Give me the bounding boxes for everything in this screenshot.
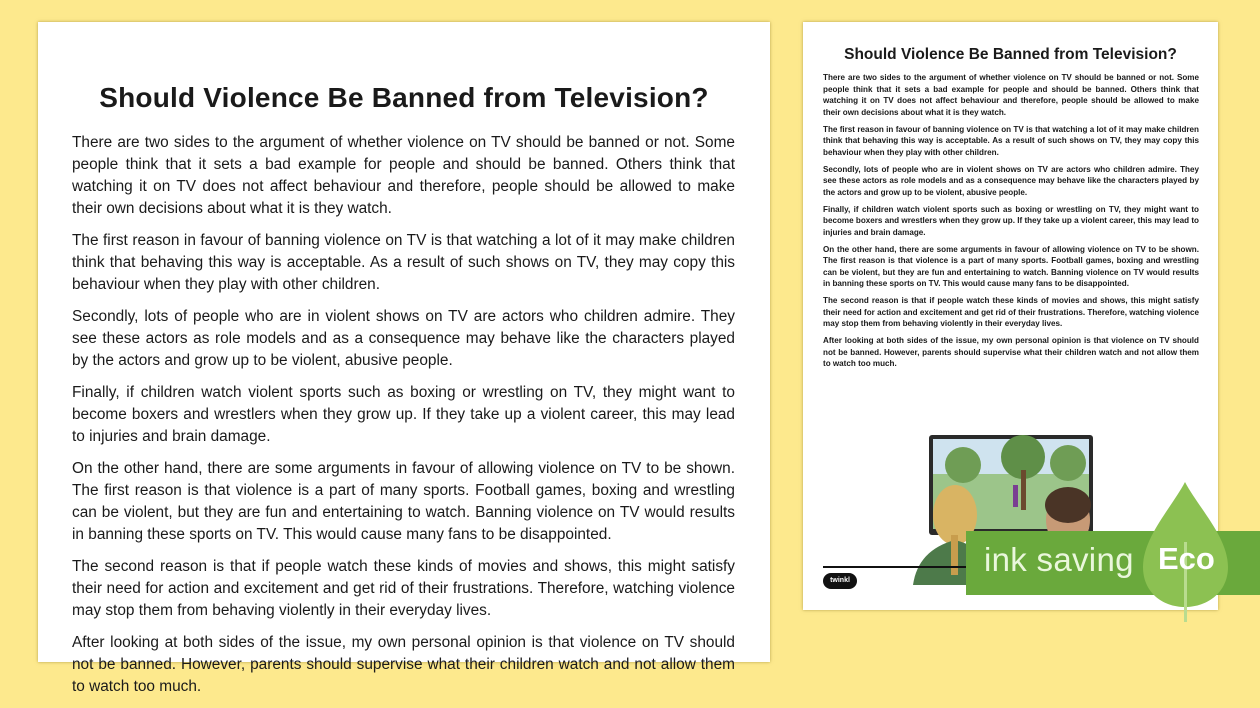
document-title: Should Violence Be Banned from Television? xyxy=(99,82,709,113)
paragraph: The first reason in favour of banning violence on TV is that watching a lot of it may make children think that behaving this way is acceptable. As a result of such shows on TV, they may copy this behaviour when they play with other children. xyxy=(823,124,1199,157)
paragraph: The second reason is that if people watch these kinds of movies and shows, this might satisfy their need for action and excitement and get rid of their frustrations. Therefore, watching violence may stop them from behaving violently in their everyday lives. xyxy=(823,296,1199,328)
paragraph: There are two sides to the argument of whether violence on TV should be banned or not. Some people think that it sets a bad example for people and should be banned. Others think that watching it on TV does not affect behaviour and therefore, people should be allowed to make their own decisions about what it is they watch. xyxy=(72,134,735,217)
ink-saving-label: ink saving xyxy=(984,541,1134,578)
paragraph: There are two sides to the argument of whether violence on TV should be banned or not. Some people think that it sets a bad example for people and should be banned. Others think that watching it on TV does not affect behaviour and therefore, people should be allowed to make their own decisions about what it is they watch. xyxy=(823,73,1199,117)
document-body xyxy=(72,132,735,708)
thumbnail-title: Should Violence Be Banned from Television? xyxy=(844,46,1177,63)
paragraph: The first reason in favour of banning violence on TV is that watching a lot of it may make children think that behaving this way is acceptable. As a result of such shows on TV, they may copy this behaviour when they play with other children. xyxy=(72,232,735,293)
paragraph: On the other hand, there are some arguments in favour of allowing violence on TV to be shown. The first reason is that violence is a part of many sports. Football games, boxing and wrestling can be violent, but they are fun and entertaining to watch. Banning violence on TV would results in banning these sports on TV. This would cause many fans to be disappointed. xyxy=(72,460,735,543)
thumbnail-body xyxy=(823,72,1199,375)
paragraph: Finally, if children watch violent sports such as boxing or wrestling on TV, they might want to become boxers and wrestlers when they grow up. If they take up a violent career, this may lead to injuries and brain damage. xyxy=(823,204,1199,237)
twinkl-logo: twinkl xyxy=(823,573,857,589)
paragraph: Finally, if children watch violent sports such as boxing or wrestling on TV, they might want to become boxers and wrestlers when they grow up. If they take up a violent career, this may lead to injuries and brain damage. xyxy=(72,384,735,445)
paragraph: After looking at both sides of the issue, my own personal opinion is that violence on TV should not be banned. However, parents should supervise what their children watch and not allow them to watch too much. xyxy=(823,336,1199,368)
paragraph: On the other hand, there are some arguments in favour of allowing violence on TV to be shown. The first reason is that violence is a part of many sports. Football games, boxing and wrestling can be violent, but they are fun and entertaining to watch. Banning violence on TV would results in banning these sports on TV. This would cause many fans to be disappointed. xyxy=(823,244,1199,288)
document-page-zoomed xyxy=(38,22,770,695)
paragraph: The second reason is that if people watch these kinds of movies and shows, this might satisfy their need for action and excitement and get rid of their frustrations. Therefore, watching violence may stop them from behaving violently in their everyday lives. xyxy=(72,558,735,619)
paragraph: Secondly, lots of people who are in violent shows on TV are actors who children admire. They see these actors as role models and as a consequence may behave like the characters played by the actors and grow up to be violent, abusive people. xyxy=(823,164,1199,197)
eco-label: Eco xyxy=(1158,541,1215,576)
paragraph: After looking at both sides of the issue, my own personal opinion is that violence on TV should not be banned. However, parents should supervise what their children watch and not allow them to watch too much. xyxy=(72,634,735,695)
paragraph: Secondly, lots of people who are in violent shows on TV are actors who children admire. They see these actors as role models and as a consequence may behave like the characters played by the actors and grow up to be violent, abusive people. xyxy=(72,308,735,369)
